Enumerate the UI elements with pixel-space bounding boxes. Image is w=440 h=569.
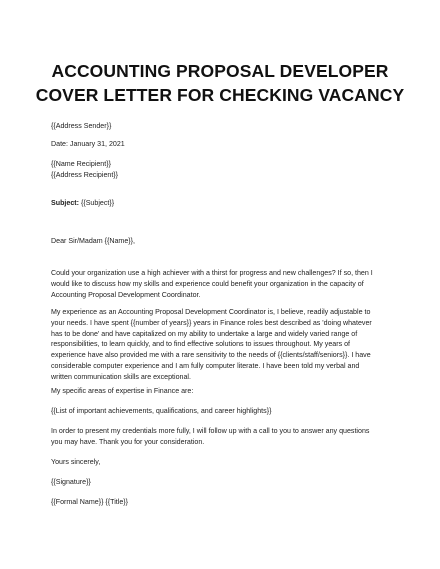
- letter-date: Date: January 31, 2021: [51, 140, 125, 148]
- expertise-list: {{List of important achievements, qualifications, and career highlights}}: [51, 407, 272, 415]
- signature: {{Signature}}: [51, 478, 91, 486]
- title-line-1: ACCOUNTING PROPOSAL DEVELOPER: [51, 61, 389, 81]
- paragraph-line: Accounting Proposal Development Coordinator.: [51, 290, 201, 299]
- address-recipient: {{Address Recipient}}: [51, 170, 119, 179]
- paragraph-line: has to be done' and have capitalized on my ability to undertake a large and widely varied range of: [51, 329, 358, 338]
- paragraph-line: considerable computer experience and I am fully computer literate. I have been told my verbal and: [51, 361, 360, 370]
- paragraph-experience: [51, 307, 396, 383]
- paragraph-line: written communication skills are exceptional.: [51, 372, 191, 381]
- paragraph-line: your needs. I have spent {{number of years}} years in Finance roles best described as 'doing whatever: [51, 318, 372, 327]
- paragraph-line: experience have also provided me with a rare sensitivity to the needs of {{clients/staff/seniors}}. I have: [51, 351, 371, 360]
- paragraph-line: responsibilities, to learn quickly, and to find effective solutions to issues throughout. My years of: [51, 340, 351, 349]
- salutation: Dear Sir/Madam {{Name}},: [51, 237, 135, 245]
- paragraph-intro: [51, 268, 396, 300]
- name-recipient: {{Name Recipient}}: [51, 160, 111, 168]
- subject-value: {{Subject}}: [78, 199, 115, 207]
- paragraph-line: would like to discuss how my skills and experience could benefit your organization in the capacity of: [51, 279, 364, 288]
- closing: Yours sincerely,: [51, 458, 101, 466]
- document-title: [20, 59, 420, 107]
- expertise-intro: My specific areas of expertise in Finance are:: [51, 387, 194, 395]
- formal-name-title: {{Formal Name}} {{Title}}: [51, 498, 129, 506]
- paragraph-line: you may have. Thank you for your consideration.: [51, 437, 205, 446]
- paragraph-closing: [51, 426, 396, 448]
- paragraph-line: Could your organization use a high achiever with a thirst for progress and new challenges? If so, then I: [51, 269, 373, 277]
- subject-line: [51, 198, 396, 209]
- subject-label: Subject:: [51, 199, 79, 207]
- paragraph-line: My experience as an Accounting Proposal Development Coordinator is, I believe, readily adjustable to: [51, 308, 371, 316]
- paragraph-line: In order to present my credentials more fully, I will follow up with a call to you to answer any questions: [51, 427, 370, 435]
- address-sender: {{Address Sender}}: [51, 122, 112, 130]
- title-line-2: COVER LETTER FOR CHECKING VACANCY: [35, 85, 405, 105]
- recipient-block: [51, 159, 396, 181]
